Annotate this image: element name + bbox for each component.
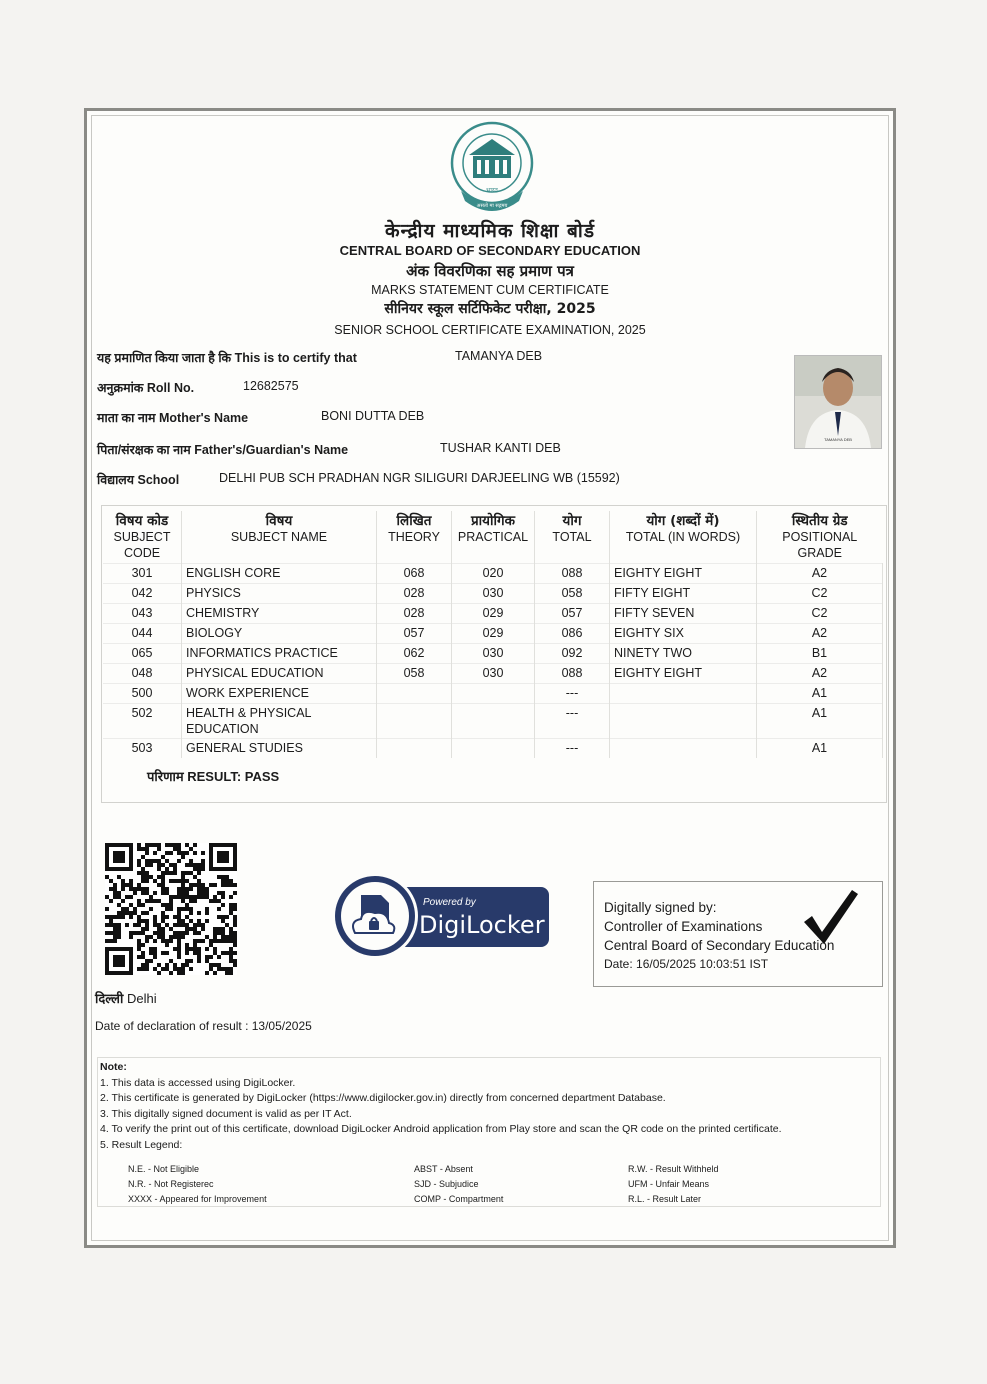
positional-grade: A2 (757, 564, 883, 584)
legend-item: N.R. - Not Registerec (128, 1179, 214, 1189)
positional-grade: A1 (757, 739, 883, 759)
legend-item: XXXX - Appeared for Improvement (128, 1194, 267, 1204)
header-practical (452, 511, 535, 564)
logo-motto: असतो मा सद्गमय (476, 203, 508, 209)
logo-country: भारत (486, 187, 498, 194)
header-name (182, 511, 377, 564)
marks-table (103, 511, 883, 758)
declaration-date: Date of declaration of result : 13/05/2025 (95, 1019, 312, 1033)
mother-label: माता का नाम Mother's Name (97, 411, 249, 425)
photo-caption: TAMANYA DEB (824, 437, 852, 442)
total-in-words: NINETY TWO (610, 644, 757, 664)
header-practical-hindi: प्रायोगिक (471, 513, 515, 529)
header-words (610, 511, 757, 564)
header-total-label: TOTAL (552, 530, 592, 544)
total-marks: 088 (535, 664, 610, 684)
header-code-hindi: विषय कोड (115, 513, 169, 529)
table-row (103, 584, 883, 604)
total-in-words: FIFTY EIGHT (610, 584, 757, 604)
practical-marks: 030 (452, 644, 535, 664)
legend-item: R.W. - Result Withheld (628, 1164, 719, 1174)
total-in-words (610, 739, 757, 759)
father-name: TUSHAR KANTI DEB (440, 441, 561, 455)
statement-title: MARKS STATEMENT CUM CERTIFICATE (371, 283, 609, 297)
subject-name: PHYSICAL EDUCATION (182, 664, 377, 684)
header-code-label: SUBJECT CODE (113, 530, 171, 560)
header-theory-label: THEORY (388, 530, 440, 544)
theory-marks (377, 704, 452, 739)
qr-code-icon[interactable] (105, 843, 237, 975)
subject-code: 500 (103, 684, 182, 704)
mother-row (97, 409, 425, 426)
legend-column-3 (628, 1162, 719, 1207)
signature-line-2: Controller of Examinations (604, 919, 763, 934)
total-marks: --- (535, 739, 610, 759)
practical-marks (452, 684, 535, 704)
header-theory-hindi: लिखित (396, 513, 432, 529)
school-row (97, 471, 620, 488)
positional-grade: A2 (757, 624, 883, 644)
legend-item: R.L. - Result Later (628, 1194, 702, 1204)
table-row (103, 739, 883, 759)
subject-code: 503 (103, 739, 182, 759)
theory-marks: 058 (377, 664, 452, 684)
note-item: 4. To verify the print out of this certificate, download DigiLocker Android application from Play store and scan the QR code on the printed certificate. (100, 1123, 782, 1135)
place-english: Delhi (126, 991, 157, 1006)
total-in-words: EIGHTY EIGHT (610, 564, 757, 584)
digilocker-badge (331, 871, 549, 961)
total-marks: 088 (535, 564, 610, 584)
table-row (103, 644, 883, 664)
table-row (103, 604, 883, 624)
table-row (103, 624, 883, 644)
subject-code: 502 (103, 704, 182, 739)
student-photo (794, 355, 882, 449)
total-in-words (610, 704, 757, 739)
certificate-page (84, 108, 896, 1248)
header-practical-label: PRACTICAL (457, 530, 529, 544)
total-marks: --- (535, 684, 610, 704)
subject-name: HEALTH & PHYSICAL EDUCATION (182, 704, 377, 739)
total-in-words: EIGHTY SIX (610, 624, 757, 644)
header-words-label: TOTAL (IN WORDS) (625, 530, 741, 544)
legend-column-2 (414, 1162, 503, 1207)
positional-grade: C2 (757, 584, 883, 604)
total-marks: 057 (535, 604, 610, 624)
subject-name: CHEMISTRY (182, 604, 377, 624)
roll-number: 12682575 (243, 379, 299, 393)
total-in-words (610, 684, 757, 704)
theory-marks: 028 (377, 584, 452, 604)
theory-marks: 068 (377, 564, 452, 584)
signature-line-3: Central Board of Secondary Education (604, 938, 835, 953)
positional-grade: C2 (757, 604, 883, 624)
certify-label: यह प्रमाणित किया जाता है कि This is to certify that (97, 351, 357, 365)
header-grade-label: POSITIONAL GRADE (782, 530, 858, 560)
practical-marks: 029 (452, 624, 535, 644)
digital-signature-box (593, 881, 883, 987)
place (95, 989, 157, 1007)
notes-title: Note: (100, 1061, 127, 1073)
signature-date: Date: 16/05/2025 10:03:51 IST (604, 957, 769, 971)
theory-marks: 062 (377, 644, 452, 664)
header-code (103, 511, 182, 564)
positional-grade: A1 (757, 704, 883, 739)
place-hindi: दिल्ली (95, 992, 124, 1007)
subject-code: 048 (103, 664, 182, 684)
table-row (103, 564, 883, 584)
table-row (103, 684, 883, 704)
student-name: TAMANYA DEB (455, 349, 543, 363)
subject-name: INFORMATICS PRACTICE (182, 644, 377, 664)
practical-marks: 029 (452, 604, 535, 624)
header-words-hindi: योग (शब्दों में) (646, 513, 720, 529)
legend-column-1 (128, 1162, 267, 1207)
father-label: पिता/संरक्षक का नाम Father's/Guardian's Name (97, 443, 349, 457)
practical-marks: 020 (452, 564, 535, 584)
subject-name: WORK EXPERIENCE (182, 684, 377, 704)
total-marks: 092 (535, 644, 610, 664)
header-name-hindi: विषय (265, 513, 293, 529)
subject-name: GENERAL STUDIES (182, 739, 377, 759)
legend-item: ABST - Absent (414, 1164, 473, 1174)
total-marks: 058 (535, 584, 610, 604)
subject-code: 042 (103, 584, 182, 604)
header-name-label: SUBJECT NAME (230, 530, 328, 544)
board-name: CENTRAL BOARD OF SECONDARY EDUCATION (339, 243, 641, 258)
lock-icon (369, 921, 379, 930)
total-in-words: EIGHTY EIGHT (610, 664, 757, 684)
practical-marks (452, 704, 535, 739)
positional-grade: A2 (757, 664, 883, 684)
subject-code: 044 (103, 624, 182, 644)
statement-title-hindi: अंक विवरणिका सह प्रमाण पत्र (406, 262, 574, 280)
subject-code: 065 (103, 644, 182, 664)
board-name-hindi: केन्द्रीय माध्यमिक शिक्षा बोर्ड (385, 220, 595, 242)
roll-label: अनुक्रमांक Roll No. (97, 381, 195, 395)
theory-marks (377, 739, 452, 759)
note-item: 3. This digitally signed document is valid as per IT Act. (100, 1107, 352, 1120)
school-name: DELHI PUB SCH PRADHAN NGR SILIGURI DARJEELING WB (15592) (219, 471, 620, 485)
header-theory (377, 511, 452, 564)
note-item: 2. This certificate is generated by DigiLocker (https://www.digilocker.gov.in) directly from concerned department Database. (100, 1092, 666, 1104)
father-row (97, 441, 561, 458)
subject-name: PHYSICS (182, 584, 377, 604)
total-in-words: FIFTY SEVEN (610, 604, 757, 624)
legend-item: UFM - Unfair Means (628, 1179, 710, 1189)
theory-marks (377, 684, 452, 704)
legend-item: COMP - Compartment (414, 1194, 504, 1204)
header-grade (757, 511, 883, 564)
practical-marks: 030 (452, 584, 535, 604)
school-label: विद्यालय School (97, 473, 180, 487)
table-row (103, 664, 883, 684)
subject-name: BIOLOGY (182, 624, 377, 644)
signature-line-1: Digitally signed by: (604, 900, 717, 915)
header-total (535, 511, 610, 564)
practical-marks: 030 (452, 664, 535, 684)
legend-item: N.E. - Not Eligible (128, 1164, 200, 1174)
subject-code: 301 (103, 564, 182, 584)
digilocker-powered: Powered by (423, 897, 476, 908)
table-row (103, 704, 883, 739)
theory-marks: 028 (377, 604, 452, 624)
mother-name: BONI DUTTA DEB (321, 409, 425, 423)
certify-row (97, 349, 543, 366)
digilocker-brand: DigiLocker (419, 911, 545, 939)
note-item: 5. Result Legend: (100, 1138, 183, 1151)
subject-code: 043 (103, 604, 182, 624)
exam-title-hindi: सीनियर स्कूल सर्टिफिकेट परीक्षा, 2025 (384, 301, 596, 317)
positional-grade: B1 (757, 644, 883, 664)
note-item: 1. This data is accessed using DigiLocker. (100, 1076, 296, 1089)
checkmark-icon (800, 886, 860, 948)
header-grade-hindi: स्थितीय ग्रेड (791, 513, 848, 529)
roll-row (97, 379, 299, 396)
total-marks: --- (535, 704, 610, 739)
subject-name: ENGLISH CORE (182, 564, 377, 584)
practical-marks (452, 739, 535, 759)
exam-title: SENIOR SCHOOL CERTIFICATE EXAMINATION, 2025 (334, 323, 646, 337)
notes-section (97, 1057, 881, 1207)
result-text: परिणाम RESULT: PASS (147, 769, 280, 784)
cbse-logo-icon (447, 121, 537, 217)
theory-marks: 057 (377, 624, 452, 644)
header-total-hindi: योग (562, 513, 582, 529)
total-marks: 086 (535, 624, 610, 644)
positional-grade: A1 (757, 684, 883, 704)
legend-item: SJD - Subjudice (414, 1179, 479, 1189)
